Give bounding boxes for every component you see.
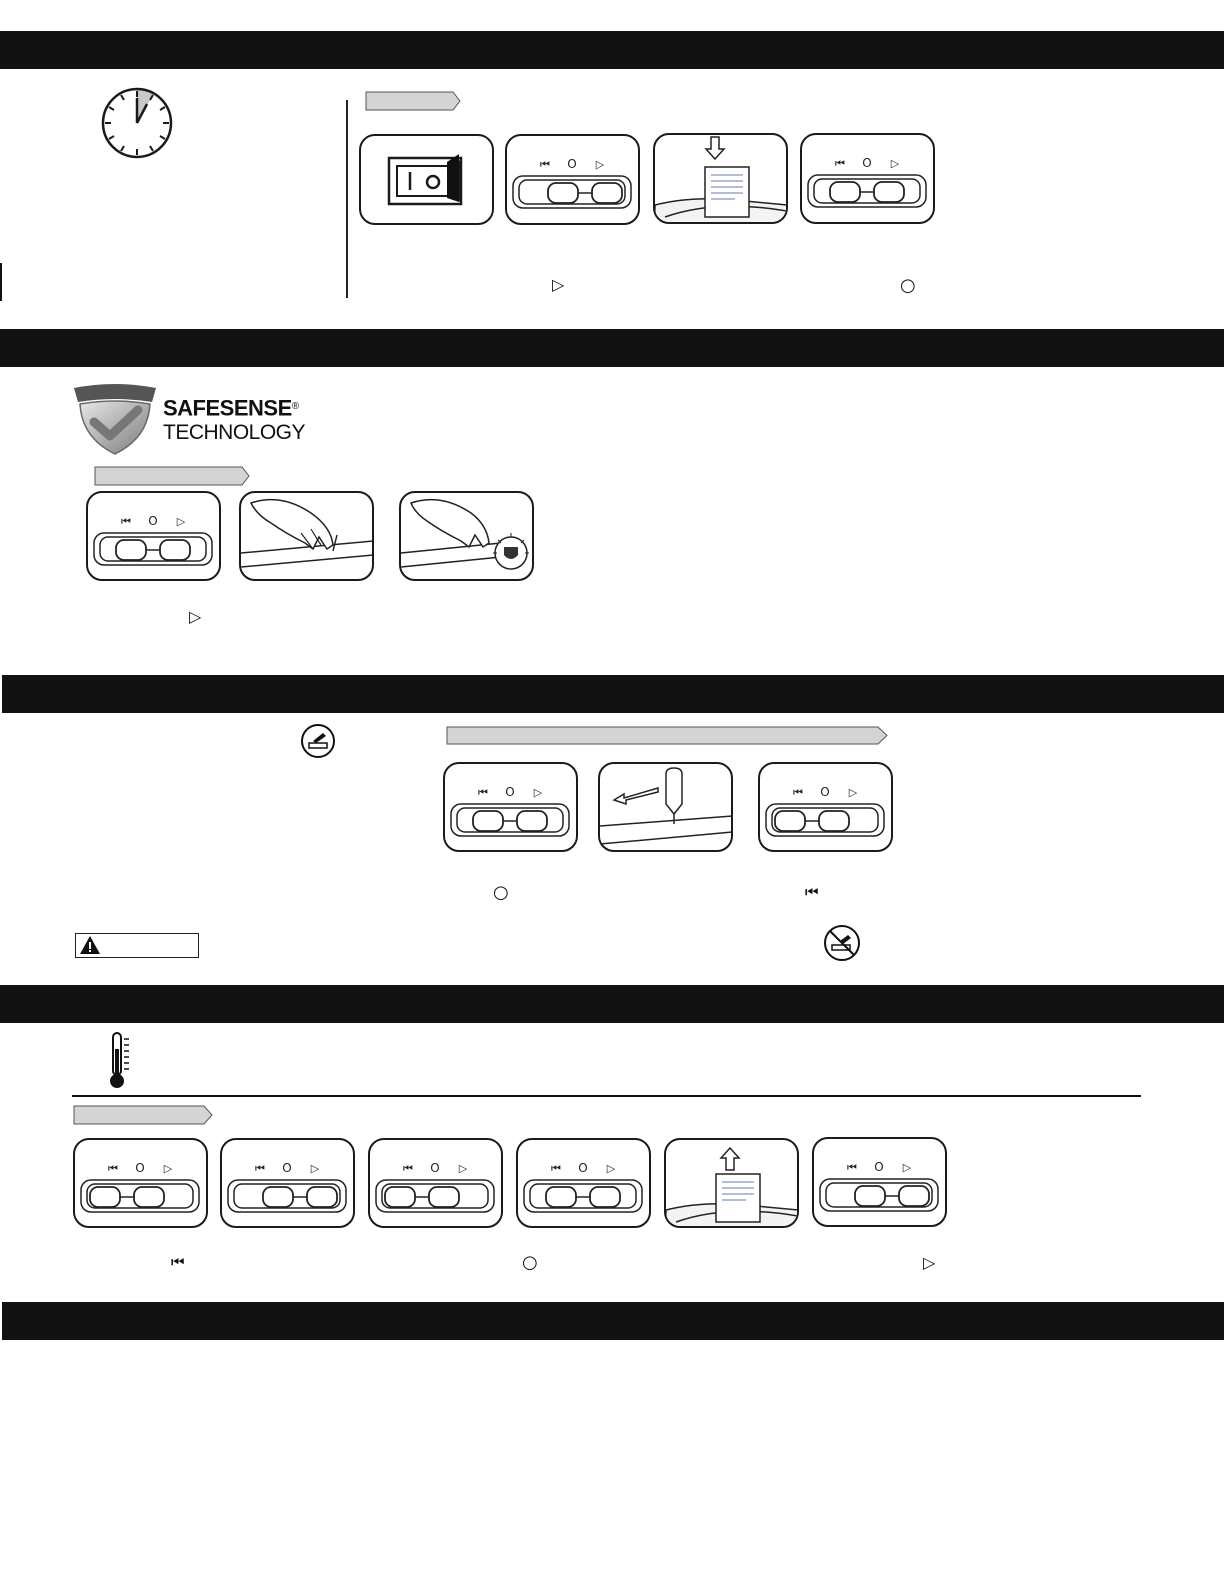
switch-reverse-label: ⏮ xyxy=(255,1162,265,1175)
slide-switch-illustration xyxy=(814,1139,944,1225)
switch-forward-label: ▷ xyxy=(606,1162,616,1175)
switch-panel-s2 xyxy=(86,491,221,581)
off-icon-s1: ○ xyxy=(900,275,916,296)
safesense-title: SAFESENSE xyxy=(163,395,292,421)
switch-off-label: O xyxy=(567,157,577,171)
section-3-header xyxy=(2,675,1224,713)
switch-off-label: O xyxy=(430,1161,440,1175)
safesense-subtitle: TECHNOLOGY xyxy=(163,421,306,445)
switch-forward-label: ▷ xyxy=(902,1161,912,1174)
switch-reverse-label: ⏮ xyxy=(847,1161,857,1174)
paper-insert-illustration xyxy=(655,135,787,223)
switch-forward-label: ▷ xyxy=(163,1162,173,1175)
paper-remove-panel xyxy=(664,1138,799,1228)
switch-panel-s4-b xyxy=(220,1138,355,1228)
off-icon-s4: ○ xyxy=(522,1252,538,1273)
switch-reverse-label: ⏮ xyxy=(540,158,550,171)
switch-panel-s4-d xyxy=(516,1138,651,1228)
hand-light-illustration xyxy=(401,493,533,579)
slide-switch-illustration xyxy=(518,1140,648,1226)
switch-off-label: O xyxy=(862,156,872,170)
oil-applicator-illustration xyxy=(600,764,732,850)
switch-reverse-label: ⏮ xyxy=(108,1162,118,1175)
switch-off-label: O xyxy=(282,1161,292,1175)
switch-forward-label: ▷ xyxy=(848,786,858,799)
switch-reverse-label: ⏮ xyxy=(478,786,488,799)
registered-mark: ® xyxy=(291,401,300,412)
no-aerosol-icon xyxy=(822,923,862,963)
switch-panel-s3-b xyxy=(758,762,893,852)
section-5-header xyxy=(2,1302,1224,1340)
section-1-header xyxy=(0,31,1224,69)
safesense-shield-icon xyxy=(70,384,160,456)
vertical-divider xyxy=(346,100,348,298)
oil-application-panel xyxy=(598,762,733,852)
horizontal-rule xyxy=(72,1095,1141,1097)
power-rocker-icon xyxy=(361,136,491,222)
switch-panel-s4-a xyxy=(73,1138,208,1228)
switch-reverse-label: ⏮ xyxy=(403,1162,413,1175)
hand-near-slot-panel xyxy=(239,491,374,581)
switch-off-label: O xyxy=(505,785,515,799)
switch-panel-s1-b xyxy=(800,133,935,224)
switch-forward-label: ▷ xyxy=(176,515,186,528)
paper-feed-panel xyxy=(653,133,788,224)
section-4-header xyxy=(0,985,1224,1023)
switch-off-label: O xyxy=(578,1161,588,1175)
switch-forward-label: ▷ xyxy=(458,1162,468,1175)
safesense-logo-text xyxy=(163,396,305,444)
slide-switch-illustration xyxy=(445,764,575,850)
clock-icon xyxy=(98,84,176,162)
slide-switch-illustration xyxy=(222,1140,352,1226)
slide-switch-illustration xyxy=(760,764,890,850)
switch-forward-label: ▷ xyxy=(310,1162,320,1175)
slide-switch-illustration xyxy=(75,1140,205,1226)
thermometer-icon xyxy=(106,1031,132,1091)
switch-panel-s3-a xyxy=(443,762,578,852)
safesense-light-panel xyxy=(399,491,534,581)
power-switch-panel xyxy=(359,134,494,225)
switch-off-label: O xyxy=(874,1160,884,1174)
switch-forward-label: ▷ xyxy=(595,158,605,171)
off-icon-s3: ○ xyxy=(493,882,509,903)
switch-panel-s4-e xyxy=(812,1137,947,1227)
step-arrow-1 xyxy=(365,91,461,111)
switch-panel-s4-c xyxy=(368,1138,503,1228)
section-2-header xyxy=(0,329,1224,367)
oil-pen-icon xyxy=(299,723,337,759)
switch-forward-label: ▷ xyxy=(533,786,543,799)
caution-label xyxy=(75,933,199,958)
slide-switch-illustration xyxy=(802,135,932,221)
step-arrow-3 xyxy=(446,726,888,745)
switch-reverse-label: ⏮ xyxy=(793,786,803,799)
switch-off-label: O xyxy=(148,514,158,528)
hand-illustration xyxy=(241,493,373,579)
forward-icon-s4: ▷ xyxy=(923,1253,936,1272)
step-arrow-2 xyxy=(94,466,250,486)
switch-off-label: O xyxy=(820,785,830,799)
switch-off-label: O xyxy=(135,1161,145,1175)
paper-remove-illustration xyxy=(666,1140,798,1226)
reverse-icon-s4: ⏮ xyxy=(171,1253,185,1271)
switch-reverse-label: ⏮ xyxy=(835,157,845,170)
warning-triangle-icon xyxy=(79,935,101,955)
switch-panel-s1-a xyxy=(505,134,640,225)
forward-icon-s2: ▷ xyxy=(189,607,202,626)
slide-switch-illustration xyxy=(507,136,637,222)
slide-switch-illustration xyxy=(88,493,218,579)
switch-reverse-label: ⏮ xyxy=(121,515,131,528)
switch-forward-label: ▷ xyxy=(890,157,900,170)
slide-switch-illustration xyxy=(370,1140,500,1226)
switch-reverse-label: ⏮ xyxy=(551,1162,561,1175)
reverse-icon-s3: ⏮ xyxy=(805,883,819,901)
forward-icon-s1: ▷ xyxy=(552,275,565,294)
step-arrow-4 xyxy=(73,1105,213,1125)
left-edge-mark xyxy=(0,263,2,301)
